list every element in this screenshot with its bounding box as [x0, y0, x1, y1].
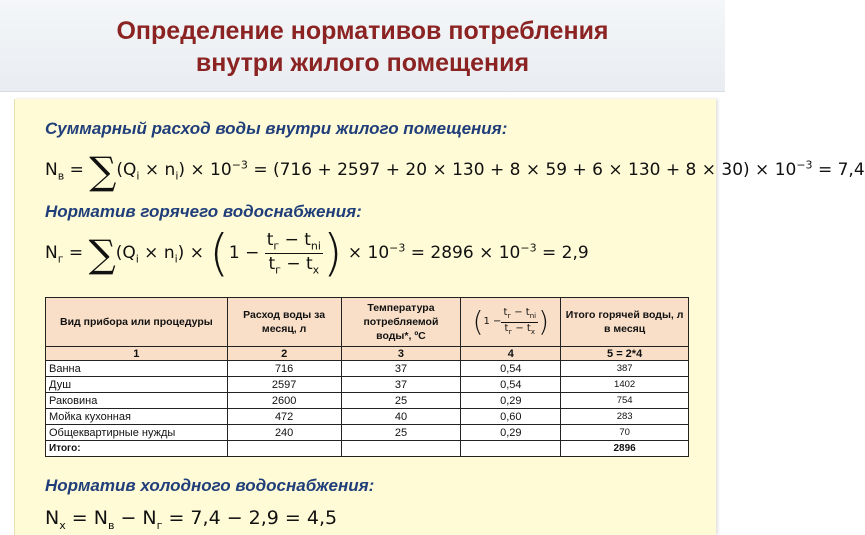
right-paren: )	[322, 224, 343, 282]
page-title-line2: внутри жилого помещения	[195, 49, 530, 77]
header-device: Вид прибора или процедуры	[46, 298, 228, 347]
total-label: Итого:	[46, 441, 228, 457]
header-flow: Расход воды за месяц, л	[227, 298, 341, 347]
hot-water-formula: $N_г = \sum(Q_i \times n_i) \times (1$ − $\frac{t_г - t_{ni}}{t_г - t_х}$ ) × $10^{-3} = 2896 \times 10^{-3} = 2,9$	[45, 224, 589, 282]
sigma-symbol: ∑	[88, 232, 116, 276]
temperature-fraction: $\frac{t_г - t_{ni}}{t_г - t_х}$	[266, 230, 321, 276]
total-consumption-heading: Суммарный расход воды внутри жилого помещения:	[45, 119, 508, 138]
table-row: Раковина 2600 25 0,29 754	[46, 393, 689, 409]
column-number-row: 1 2 3 4 5 = 2*4	[46, 347, 689, 361]
total-consumption-formula: $N_в = \sum(Q_i \times n_i) \times 10^{-3} = (716 + 2597 + 20 \times 130 + 8 \times 59 + 6 \times 130 + 8 \times 30) \times 10^{-3} = 7,4$	[45, 149, 865, 193]
title-banner	[0, 0, 725, 92]
header-temperature: Температура потребляемой воды*, ºС	[341, 298, 461, 347]
page-title-line1: Определение нормативов потребления	[116, 17, 609, 45]
total-value: 2896	[561, 441, 689, 457]
table-header-row	[46, 298, 689, 347]
hot-water-table	[45, 297, 689, 457]
header-coefficient: ( 1 − $\frac{t_г - t_{ni}}{t_г - t_х}$ )	[461, 298, 561, 347]
hot-water-heading: Норматив горячего водоснабжения:	[45, 202, 362, 221]
table-row: Душ 2597 37 0,54 1402	[46, 377, 689, 393]
left-paren: (	[209, 224, 229, 282]
header-total: Итого горячей воды, л в месяц	[561, 298, 689, 347]
cold-water-heading: Норматив холодного водоснабжения:	[45, 476, 375, 495]
table-row: Ванна 716 37 0,54 387	[46, 361, 689, 377]
table-total-row	[46, 441, 689, 457]
cold-water-formula: $N_х = N_в - N_г = 7,4 - 2,9 = 4,5$	[45, 507, 338, 532]
table-row: Общеквартирные нужды 240 25 0,29 70	[46, 425, 689, 441]
sigma-symbol: ∑	[89, 149, 117, 193]
table-row: Мойка кухонная 472 40 0,60 283	[46, 409, 689, 425]
